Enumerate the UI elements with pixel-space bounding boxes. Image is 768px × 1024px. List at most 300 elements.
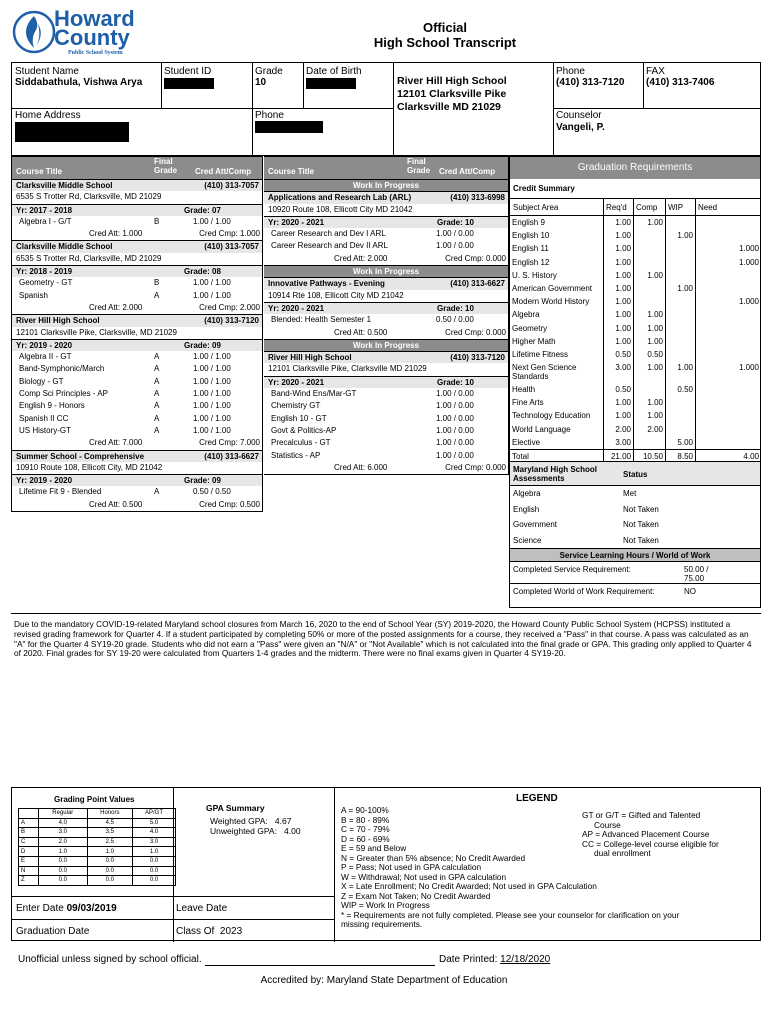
school-year: Yr: 2017 - 2018 — [16, 205, 73, 215]
left-column-header — [12, 157, 262, 179]
credit-summary-header-row — [510, 199, 760, 216]
school-phone-label: Phone — [556, 66, 585, 77]
legend-item: AP = Advanced Placement Course — [582, 829, 710, 839]
gpv-points: 2.5 — [87, 837, 132, 847]
legend-item: E = 59 and Below — [341, 843, 407, 853]
legend-item: P = Pass; Not used in GPA calculation — [341, 862, 482, 872]
subject-area: Modern World History — [512, 297, 590, 307]
school-year: Yr: 2020 - 2021 — [268, 377, 325, 387]
column-rule — [633, 396, 634, 409]
course-credits: 1.00 / 1.00 — [193, 216, 231, 226]
legend-item: A = 90-100% — [341, 805, 389, 815]
column-rule — [603, 423, 604, 436]
column-rule — [695, 308, 696, 321]
credit-value: 1.00 — [677, 283, 693, 293]
column-rule — [603, 348, 604, 361]
column-rule — [695, 256, 696, 269]
gpv-points: 3.0 — [39, 828, 88, 838]
grade-value: 10 — [255, 77, 267, 88]
credit-value: 1.00 — [615, 218, 631, 227]
school-year: Yr: 2020 - 2021 — [268, 217, 325, 227]
year-grade: Grade: 10 — [437, 217, 474, 227]
graduation-date-label: Graduation Date — [16, 926, 90, 937]
credit-value: 2.00 — [647, 424, 663, 434]
gpv-row — [19, 837, 176, 847]
final-header-1b: Final — [407, 157, 426, 166]
course-row — [12, 290, 262, 302]
column-rule — [603, 383, 604, 396]
course-grade: A — [154, 352, 160, 362]
year-row — [12, 474, 262, 486]
gpv-points: 4.5 — [87, 818, 132, 828]
column-rule — [603, 322, 604, 335]
column-rule — [665, 282, 666, 295]
credit-value: 1.00 — [615, 244, 631, 254]
subject-area: Higher Math — [512, 336, 556, 346]
school-row — [12, 240, 262, 252]
course-credits: 1.00 / 0.00 — [436, 401, 474, 411]
legend-title: LEGEND — [516, 793, 558, 804]
column-rule — [695, 229, 696, 242]
weighted-gpa-value: 4.67 — [274, 816, 292, 826]
credit-summary-header: Req'd — [606, 203, 627, 212]
wow-value: NO — [684, 587, 696, 597]
assessments-title: Maryland High School Assessments — [513, 465, 598, 484]
column-rule — [695, 383, 696, 396]
school-address: 12101 Clarksville Pike, Clarksville MD 21029 — [268, 364, 427, 374]
gpv-row — [19, 847, 176, 857]
credit-summary-row — [510, 436, 760, 449]
column-rule — [603, 361, 604, 383]
column-rule — [603, 409, 604, 422]
course-row — [12, 486, 262, 498]
column-rule — [695, 242, 696, 255]
redacted-address — [15, 122, 129, 142]
course-row — [12, 400, 262, 412]
credit-value: 1.00 — [647, 411, 663, 421]
column-rule — [603, 229, 604, 242]
gpv-points: AP/GT — [133, 809, 176, 819]
column-rule — [665, 322, 666, 335]
assessment-row — [510, 517, 760, 533]
school-row — [264, 191, 508, 203]
course-grade: A — [154, 401, 160, 411]
legend-item: X = Late Enrollment; No Credit Awarded; Not used in GPA Calculation — [341, 881, 597, 891]
column-rule — [603, 269, 604, 282]
course-row — [12, 425, 262, 437]
column-rule — [665, 396, 666, 409]
gpv-row — [19, 818, 176, 828]
credit-total-row — [12, 228, 262, 240]
weighted-gpa — [210, 816, 291, 826]
assessments-status-header: Status — [623, 470, 648, 480]
cred-cmp: Cred Cmp: 0.000 — [445, 462, 506, 472]
subject-area: Algebra — [512, 310, 540, 320]
legend-item: WIP = Work In Progress — [341, 900, 430, 910]
dob-label: Date of Birth — [306, 66, 362, 77]
date-printed-value: 12/18/2020 — [500, 954, 551, 965]
course-credits: 1.00 / 0.00 — [436, 450, 474, 460]
school-phone: (410) 313-7057 — [204, 181, 259, 190]
year-row — [12, 339, 262, 351]
course-name: Precalculus - GT — [271, 438, 331, 448]
course-credits: 1.00 / 0.00 — [436, 438, 474, 448]
assessment-row — [510, 533, 760, 549]
gpv-points: 3.0 — [133, 837, 176, 847]
column-rule — [633, 308, 634, 321]
gpv-row — [19, 876, 176, 886]
credit-summary-row — [510, 322, 760, 335]
course-name: Spanish — [19, 290, 48, 300]
credit-total-row — [12, 302, 262, 314]
credit-value: 0.50 — [615, 349, 631, 359]
assessments-block — [510, 462, 760, 548]
legend-item: N = Greater than 5% absence; No Credit Awarded — [341, 852, 526, 863]
assessment-name: English — [513, 504, 540, 514]
column-rule — [603, 436, 604, 449]
cred-cmp: Cred Cmp: 1.000 — [199, 229, 260, 239]
student-name: Siddabathula, Vishwa Arya — [15, 77, 143, 88]
credit-value: 3.00 — [615, 363, 631, 373]
column-rule — [603, 282, 604, 295]
credit-value: 1.00 — [647, 398, 663, 408]
gpv-points: 0.0 — [39, 866, 88, 876]
bottom-summary — [11, 787, 761, 941]
service-learning-title: Service Learning Hours / World of Work — [510, 548, 760, 562]
assessment-status: Not Taken — [623, 535, 659, 545]
course-grade: A — [154, 364, 160, 374]
course-name: Blended: Health Semester 1 — [271, 315, 372, 325]
credit-summary-row — [510, 256, 760, 269]
gpv-grade — [19, 809, 39, 819]
column-rule — [695, 348, 696, 361]
school-address: 6535 S Trotter Rd, Clarksville, MD 21029 — [16, 253, 162, 263]
course-row — [12, 388, 262, 400]
credit-value: 1.00 — [647, 336, 663, 346]
course-name: Algebra II - GT — [19, 352, 72, 362]
credit-summary-row — [510, 242, 760, 255]
credit-summary-row — [510, 216, 760, 229]
course-credits: 1.00 / 1.00 — [193, 364, 231, 374]
course-credits: 1.00 / 0.00 — [436, 241, 474, 251]
credit-value: 0.50 — [615, 385, 631, 395]
legend-item: Course — [594, 819, 621, 830]
gpv-points: 0.0 — [133, 876, 176, 886]
gpv-points: 0.0 — [87, 856, 132, 866]
credit-value: 2.00 — [615, 424, 631, 434]
gpv-grade: N — [19, 866, 39, 876]
course-row — [12, 277, 262, 289]
column-rule — [695, 423, 696, 436]
redacted-dob — [306, 78, 356, 89]
student-name-label: Student Name — [15, 66, 79, 77]
subject-area: Technology Education — [512, 411, 591, 421]
home-address-label: Home Address — [15, 110, 81, 121]
assessment-name: Government — [513, 520, 558, 530]
gpv-points: 2.0 — [39, 837, 88, 847]
course-credits: 1.00 / 1.00 — [193, 278, 231, 288]
credit-value: 1.00 — [615, 310, 631, 320]
legend-right — [582, 811, 719, 859]
year-row — [264, 376, 508, 388]
column-rule — [665, 361, 666, 383]
course-name: Career Research and Dev II ARL — [271, 241, 388, 251]
legend-item: GT or G/T = Gifted and Talented — [582, 810, 701, 820]
redacted-phone — [255, 121, 323, 133]
school-phone: (410) 313-7120 — [556, 77, 625, 88]
date-printed — [439, 954, 550, 965]
credit-value: 1.000 — [738, 297, 759, 307]
course-name: Biology - GT — [19, 376, 64, 386]
course-credits: 1.00 / 1.00 — [193, 389, 231, 399]
work-in-progress-row: Work In Progress — [264, 265, 508, 277]
year-grade: Grade: 07 — [184, 205, 221, 215]
credit-value: 3.00 — [615, 437, 631, 447]
grade-label: Grade — [255, 66, 283, 77]
column-rule — [633, 348, 634, 361]
course-name: Band-Wind Ens/Mar-GT — [271, 389, 357, 399]
credit-value: 1.000 — [738, 244, 759, 254]
gpv-points: 0.0 — [87, 866, 132, 876]
covid-notice: Due to the mandatory COVID-19-related Maryland school closures from March 16, 2020 to the end of School Year (SY) 2019-2020, the Howard County Public School System (HCPSS) instituted a revised grading framework for Quarter 4. If a student participated by completing 50% or more of the posted assignments for a course, they received a "Pass" in that course. A pass was calculated as an "A" for the Quarter 4 SY19-20 grade. Students who did not earn a "Pass" were given an "N/A" or "Not Available" which is not calculated into the final grade or GPA. This grading only applied to Quarter 4 of 2020. Final grades for SY 19-20 were calculated from Quarters 1-4 grades and the midterm. There were no final exams given in Quarter 4 SY19-20. — [14, 619, 752, 659]
gpv-points: 3.5 — [87, 828, 132, 838]
credit-value: 1.00 — [615, 336, 631, 346]
cred-att: Cred Att: 0.500 — [89, 499, 143, 509]
year-grade: Grade: 10 — [437, 377, 474, 387]
credit-summary-row — [510, 295, 760, 308]
column-rule — [695, 216, 696, 229]
world-of-work-row — [510, 584, 760, 599]
gpv-row — [19, 856, 176, 866]
column-rule — [633, 361, 634, 383]
cred-cmp: Cred Cmp: 0.500 — [199, 499, 260, 509]
course-grade: A — [154, 376, 160, 386]
column-rule — [665, 216, 666, 229]
cred-header: Cred Att/Comp — [195, 167, 252, 176]
school-phone: (410) 313-6627 — [204, 451, 259, 461]
school-address: 10910 Route 108, Ellicott City, MD 21042 — [16, 462, 163, 472]
credit-value: 1.00 — [615, 297, 631, 307]
school-phone: (410) 313-7120 — [450, 353, 505, 363]
assessment-name: Algebra — [513, 489, 541, 499]
title-line2: High School Transcript — [373, 35, 517, 50]
course-row — [12, 413, 262, 425]
credit-total-row — [12, 437, 262, 449]
hcpss-logo — [12, 8, 162, 58]
gpv-grade: B — [19, 828, 39, 838]
gpv-points: Honors — [87, 809, 132, 819]
subject-area: English 10 — [512, 231, 550, 241]
gpv-grade: Z — [19, 876, 39, 886]
course-grade: B — [154, 278, 160, 288]
credit-summary-header: Subject Area — [513, 203, 559, 212]
cred-att: Cred Att: 1.000 — [89, 229, 143, 239]
subject-area: U. S. History — [512, 270, 557, 280]
legend-item: D = 60 - 69% — [341, 833, 390, 844]
accreditation: Accredited by: Maryland State Department of Education — [260, 975, 508, 986]
class-of — [176, 926, 242, 937]
enter-date-label: Enter Date — [16, 903, 64, 914]
credit-value: 5.00 — [677, 437, 693, 447]
logo-line2: County — [54, 25, 130, 50]
column-rule — [633, 216, 634, 229]
column-rule — [665, 199, 666, 215]
grad-req-title: Graduation Requirements — [510, 157, 760, 179]
course-row — [264, 413, 508, 425]
credit-value: 21.00 — [610, 452, 631, 461]
course-grade: A — [154, 290, 160, 300]
credit-value: 1.00 — [615, 398, 631, 408]
course-row — [264, 450, 508, 462]
gpv-points: Regular — [39, 809, 88, 819]
column-rule — [695, 436, 696, 449]
unweighted-gpa — [210, 826, 301, 836]
course-title-header: Course Title — [16, 167, 63, 176]
course-credits: 1.00 / 1.00 — [193, 352, 231, 362]
column-rule — [695, 295, 696, 308]
gpv-points: 0.0 — [133, 866, 176, 876]
work-in-progress-row: Work In Progress — [264, 179, 508, 191]
school-row — [12, 179, 262, 191]
credit-value: 1.00 — [647, 323, 663, 333]
course-name: English 9 - Honors — [19, 401, 85, 411]
column-rule — [633, 295, 634, 308]
subject-area: American Government — [512, 283, 593, 293]
credit-summary-table — [510, 199, 760, 462]
gpv-header-row — [19, 809, 176, 819]
cred-att: Cred Att: 0.500 — [334, 327, 388, 337]
course-grade: A — [154, 413, 160, 423]
gpv-points: 1.0 — [87, 847, 132, 857]
credit-summary-row — [510, 449, 760, 462]
assessment-status: Met — [623, 489, 637, 499]
legend-item: Z = Exam Not Taken; No Credit Awarded — [341, 890, 491, 901]
gpa-summary-title: GPA Summary — [206, 803, 265, 813]
middle-column-header — [264, 157, 508, 179]
logo-line1: Howard — [54, 6, 135, 31]
year-grade: Grade: 09 — [184, 476, 221, 486]
column-rule — [695, 335, 696, 348]
column-rule — [603, 335, 604, 348]
course-name: English 10 - GT — [271, 413, 327, 423]
address-row — [12, 253, 262, 265]
address-row — [12, 191, 262, 203]
credit-total-row — [264, 327, 508, 339]
subject-area: Fine Arts — [512, 398, 544, 408]
credit-value: 1.00 — [677, 363, 693, 373]
column-rule — [633, 282, 634, 295]
credit-value: 1.00 — [677, 231, 693, 241]
column-rule — [665, 409, 666, 422]
course-row — [12, 363, 262, 375]
course-history-left — [11, 156, 263, 512]
year-grade: Grade: 10 — [437, 303, 474, 313]
course-row — [264, 314, 508, 326]
course-row — [264, 400, 508, 412]
student-id-label: Student ID — [164, 66, 212, 77]
gpv-points: 4.0 — [39, 818, 88, 828]
column-rule — [603, 216, 604, 229]
student-header — [11, 62, 761, 156]
column-rule — [665, 242, 666, 255]
column-rule — [603, 295, 604, 308]
course-title-header-2: Course Title — [268, 167, 315, 176]
course-credits: 1.00 / 1.00 — [193, 401, 231, 411]
credit-value: 1.000 — [738, 363, 759, 373]
student-phone-label: Phone — [255, 110, 284, 121]
service-row — [510, 562, 760, 584]
enter-date — [16, 903, 117, 914]
credit-summary-row — [510, 383, 760, 396]
column-rule — [633, 409, 634, 422]
column-rule — [695, 409, 696, 422]
credit-value: 1.00 — [615, 323, 631, 333]
gpv-points: 1.0 — [133, 847, 176, 857]
subject-area: Lifetime Fitness — [512, 349, 569, 359]
legend-item: B = 80 - 89% — [341, 814, 390, 825]
gpv-grade: A — [19, 818, 39, 828]
column-rule — [665, 348, 666, 361]
course-row — [12, 376, 262, 388]
final-header-1: Final — [154, 157, 173, 166]
school-name: River Hill High School — [268, 353, 352, 363]
course-credits: 1.00 / 1.00 — [193, 413, 231, 423]
document-title — [300, 20, 590, 50]
assessment-row — [510, 502, 760, 518]
course-history-middle — [264, 156, 509, 475]
cred-att: Cred Att: 2.000 — [334, 253, 388, 263]
year-row — [12, 204, 262, 216]
gpv-points: 1.0 — [39, 847, 88, 857]
legend-item: CC = College-level course eligible for — [582, 838, 719, 849]
column-rule — [665, 436, 666, 449]
assessments-header — [510, 462, 760, 486]
final-header-2b: Grade — [407, 166, 431, 175]
credit-value: 1.00 — [647, 310, 663, 320]
school-name: Summer School - Comprehensive — [16, 451, 145, 461]
school-row — [12, 450, 262, 462]
column-rule — [633, 436, 634, 449]
column-rule — [603, 396, 604, 409]
legend-item: * = Requirements are not fully completed. Please see your counselor for clarification on your — [341, 909, 680, 920]
service-value-1: 50.00 / — [684, 565, 709, 575]
column-rule — [603, 199, 604, 215]
gpv-row — [19, 866, 176, 876]
school-phone: (410) 313-7057 — [204, 242, 259, 252]
grading-point-values-table — [18, 808, 176, 886]
column-rule — [603, 308, 604, 321]
legend-item: C = 70 - 79% — [341, 824, 390, 834]
unofficial-note: Unofficial unless signed by school official. — [18, 954, 202, 965]
column-rule — [665, 335, 666, 348]
unweighted-gpa-label: Unweighted GPA: — [210, 826, 277, 836]
flame-emblem-icon — [12, 10, 56, 54]
subject-area: English 9 — [512, 218, 545, 227]
subject-area: World Language — [512, 424, 571, 434]
column-rule — [665, 308, 666, 321]
school-name: Applications and Research Lab (ARL) — [268, 193, 412, 203]
course-row — [264, 388, 508, 400]
column-rule — [633, 199, 634, 215]
course-name: Chemistry GT — [271, 401, 321, 411]
column-rule — [695, 322, 696, 335]
course-credits: 1.00 / 0.00 — [436, 425, 474, 435]
legend-item: W = Withdrawal; Not used in GPA calculation — [341, 871, 507, 882]
school-name: River Hill High School — [16, 316, 100, 326]
credit-value: 1.00 — [615, 283, 631, 293]
fax-label: FAX — [646, 66, 665, 77]
subject-area: English 11 — [512, 244, 549, 254]
